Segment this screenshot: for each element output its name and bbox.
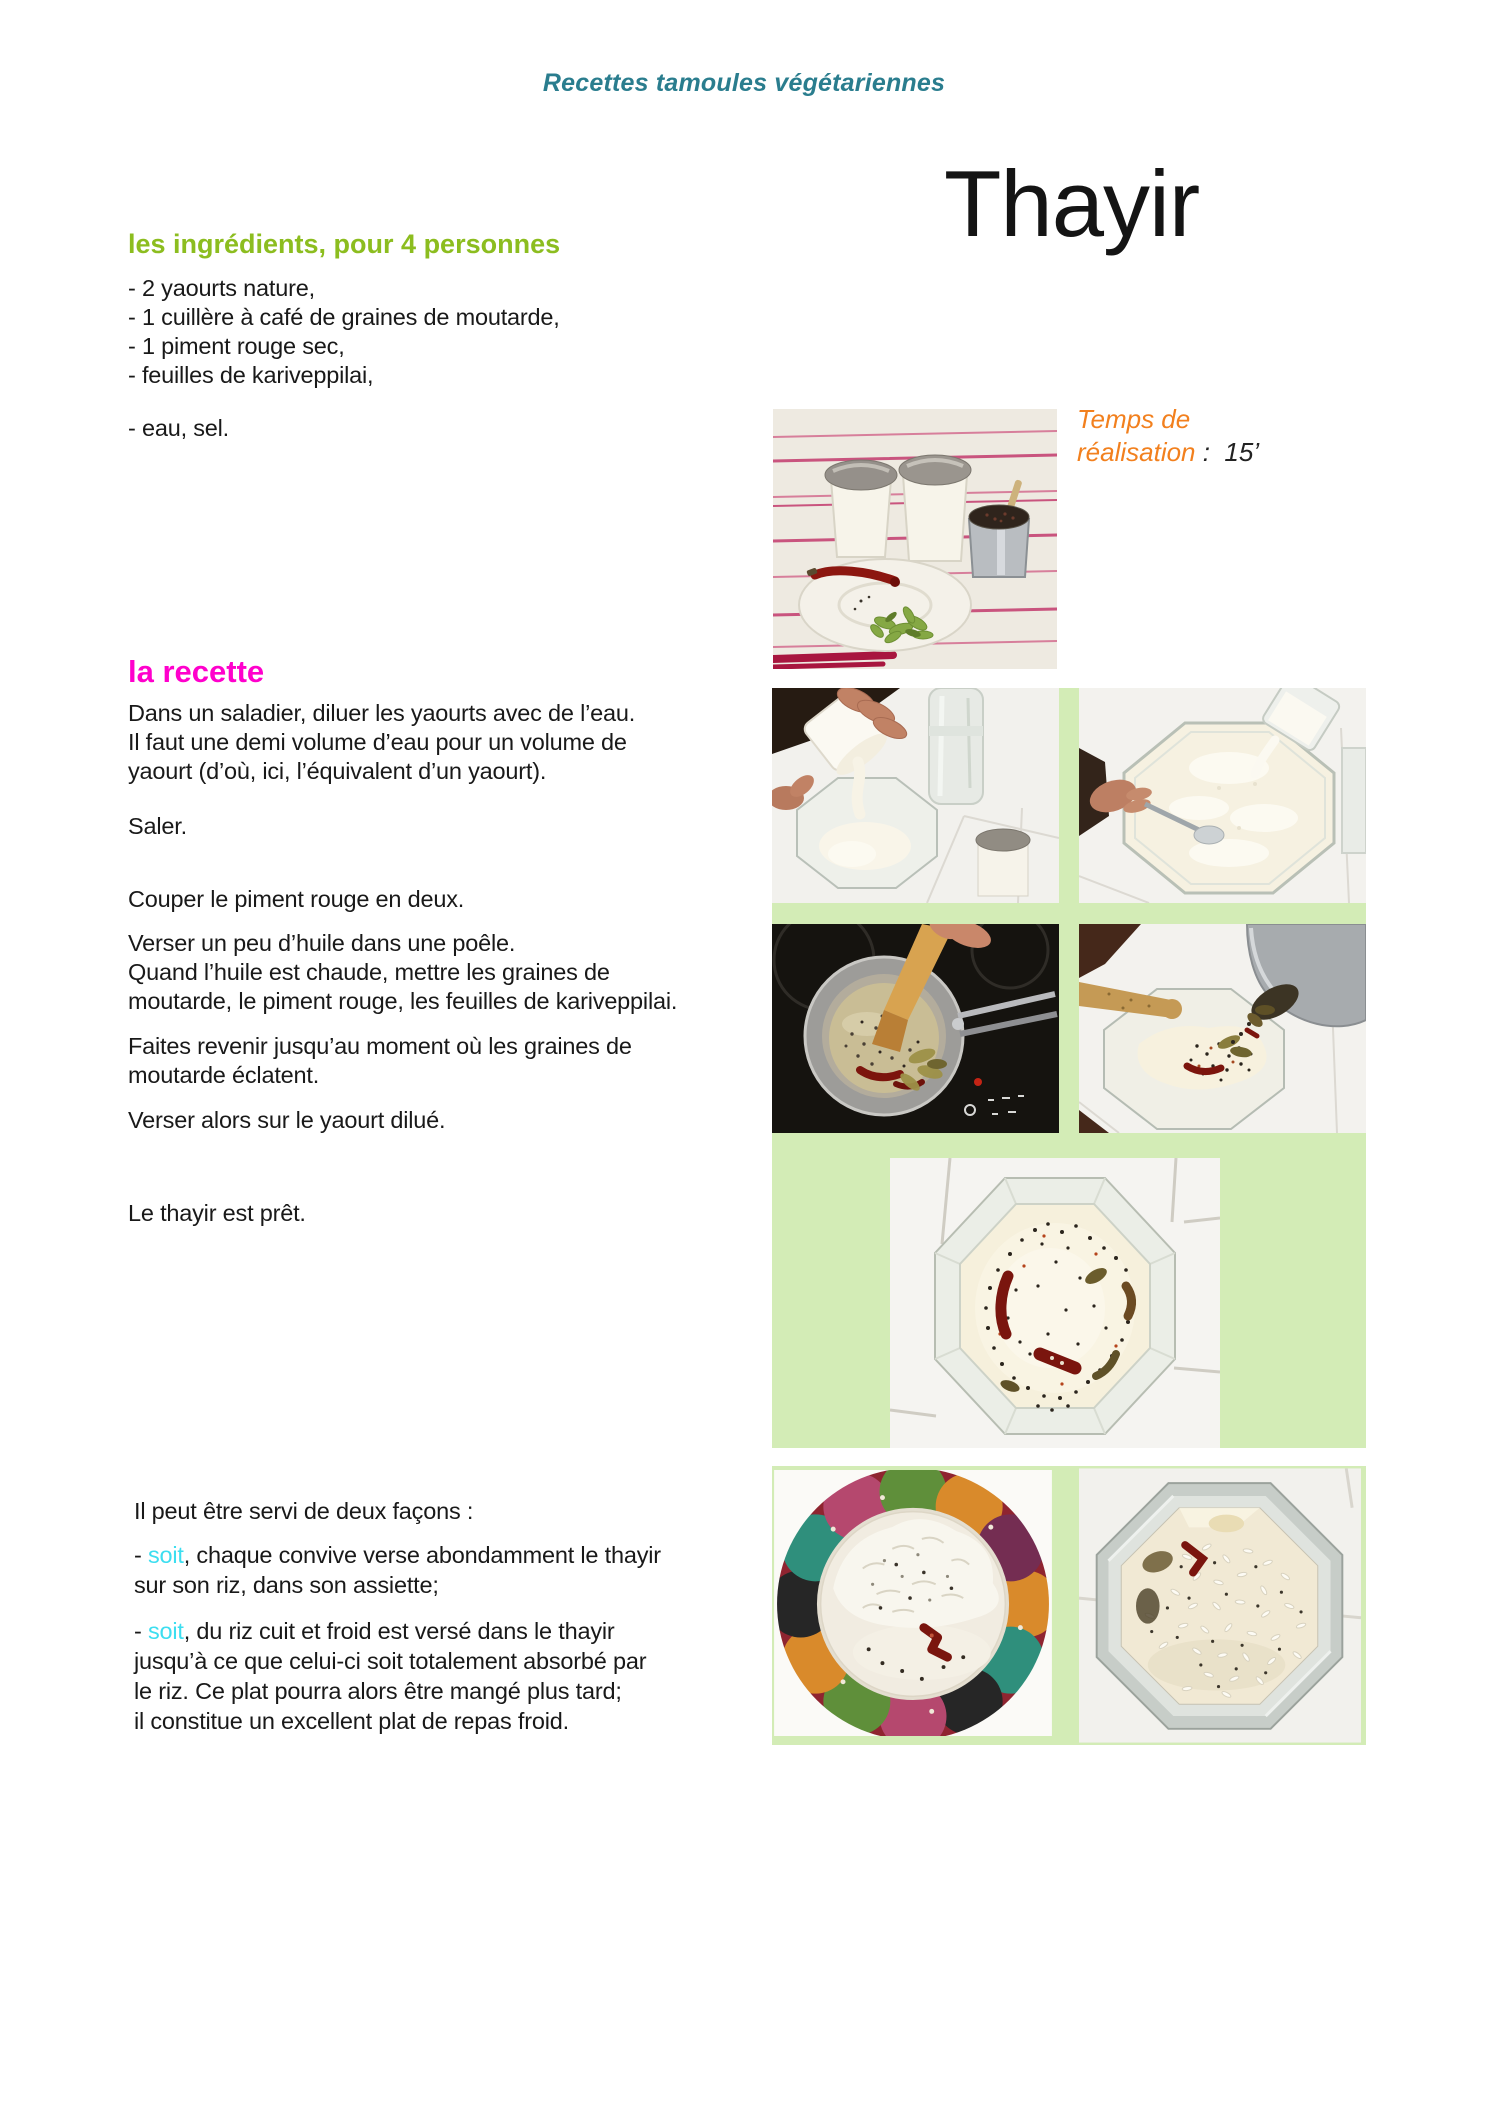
photo-graines-poele-art	[772, 924, 1059, 1133]
photo-graines-poele	[772, 924, 1059, 1133]
photo-riz-dans-thayir	[1079, 1466, 1361, 1745]
photo-verser-friture	[1079, 924, 1366, 1133]
photo-ingredients-art	[773, 409, 1057, 669]
text-line: il constitue un excellent plat de repas froid.	[134, 1708, 569, 1734]
page-header: Recettes tamoules végétariennes	[542, 69, 946, 97]
photo-diluer-melanger-art	[1079, 688, 1366, 903]
text-line: sur son riz, dans son assiette;	[134, 1572, 439, 1598]
ingredient-item: - 1 cuillère à café de graines de moutarde,	[128, 304, 560, 330]
ingredient-item-last: - eau, sel.	[128, 415, 229, 441]
recipe-step-7: Le thayir est prêt.	[128, 1200, 306, 1226]
photo-diluer-melanger	[1079, 688, 1366, 903]
photo-ingredients	[773, 409, 1057, 669]
serving-option-2	[134, 1616, 734, 1736]
recipe-step-6: Verser alors sur le yaourt dilué.	[128, 1107, 446, 1133]
text-line: Faites revenir jusqu’au moment où les graines de	[128, 1033, 632, 1059]
text-line: Il faut une demi volume d’eau pour un volume de	[128, 729, 627, 755]
recipe-step-3: Couper le piment rouge en deux.	[128, 886, 465, 912]
ingredients-heading: les ingrédients, pour 4 personnes	[128, 229, 561, 259]
page-title: Thayir	[944, 151, 1200, 256]
text-line: moutarde éclatent.	[128, 1062, 320, 1088]
photo-verser-friture-art	[1079, 924, 1366, 1133]
serving-option-1	[134, 1540, 734, 1600]
text-line: - soit, du riz cuit et froid est versé dans le thayir	[134, 1618, 615, 1644]
text-line: le riz. Ce plat pourra alors être mangé plus tard;	[134, 1678, 622, 1704]
text-line: - soit, chaque convive verse abondamment le thayir	[134, 1542, 661, 1568]
photo-thayir-sur-riz-art	[772, 1470, 1054, 1736]
text-line: moutarde, le piment rouge, les feuilles de kariveppilai.	[128, 988, 678, 1014]
text-line: Quand l’huile est chaude, mettre les graines de	[128, 959, 610, 985]
photo-band-bottom	[772, 1466, 1366, 1745]
ingredient-item: - 2 yaourts nature,	[128, 275, 315, 301]
recipe-step-2: Saler.	[128, 813, 187, 839]
text-line: jusqu’à ce que celui-ci soit totalement absorbé par	[134, 1648, 647, 1674]
recipe-step-4	[128, 929, 728, 1016]
recipe-step-1	[128, 699, 728, 786]
recipe-heading: la recette	[128, 654, 265, 689]
ingredient-item: - 1 piment rouge sec,	[128, 333, 345, 359]
photo-thayir-sur-riz	[772, 1470, 1054, 1736]
time-line2: réalisation : 15’	[1077, 437, 1260, 467]
photo-verser-yaourt	[772, 688, 1059, 903]
serving-intro: Il peut être servi de deux façons :	[134, 1498, 474, 1524]
time-block	[1077, 403, 1327, 469]
photo-thayir-pret-art	[890, 1158, 1220, 1448]
text-line: yaourt (d’où, ici, l’équivalent d’un yaourt).	[128, 758, 547, 784]
ingredient-item: - feuilles de kariveppilai,	[128, 362, 374, 388]
text-line: Dans un saladier, diluer les yaourts avec de l’eau.	[128, 700, 636, 726]
photo-verser-yaourt-art	[772, 688, 1059, 903]
photo-band	[772, 688, 1366, 1448]
time-line1: Temps de	[1077, 404, 1191, 434]
ingredients-list	[128, 274, 728, 390]
text-line: Verser un peu d’huile dans une poêle.	[128, 930, 516, 956]
recipe-step-5	[128, 1032, 728, 1090]
photo-thayir-pret	[890, 1158, 1220, 1448]
photo-riz-dans-thayir-art	[1079, 1466, 1361, 1745]
